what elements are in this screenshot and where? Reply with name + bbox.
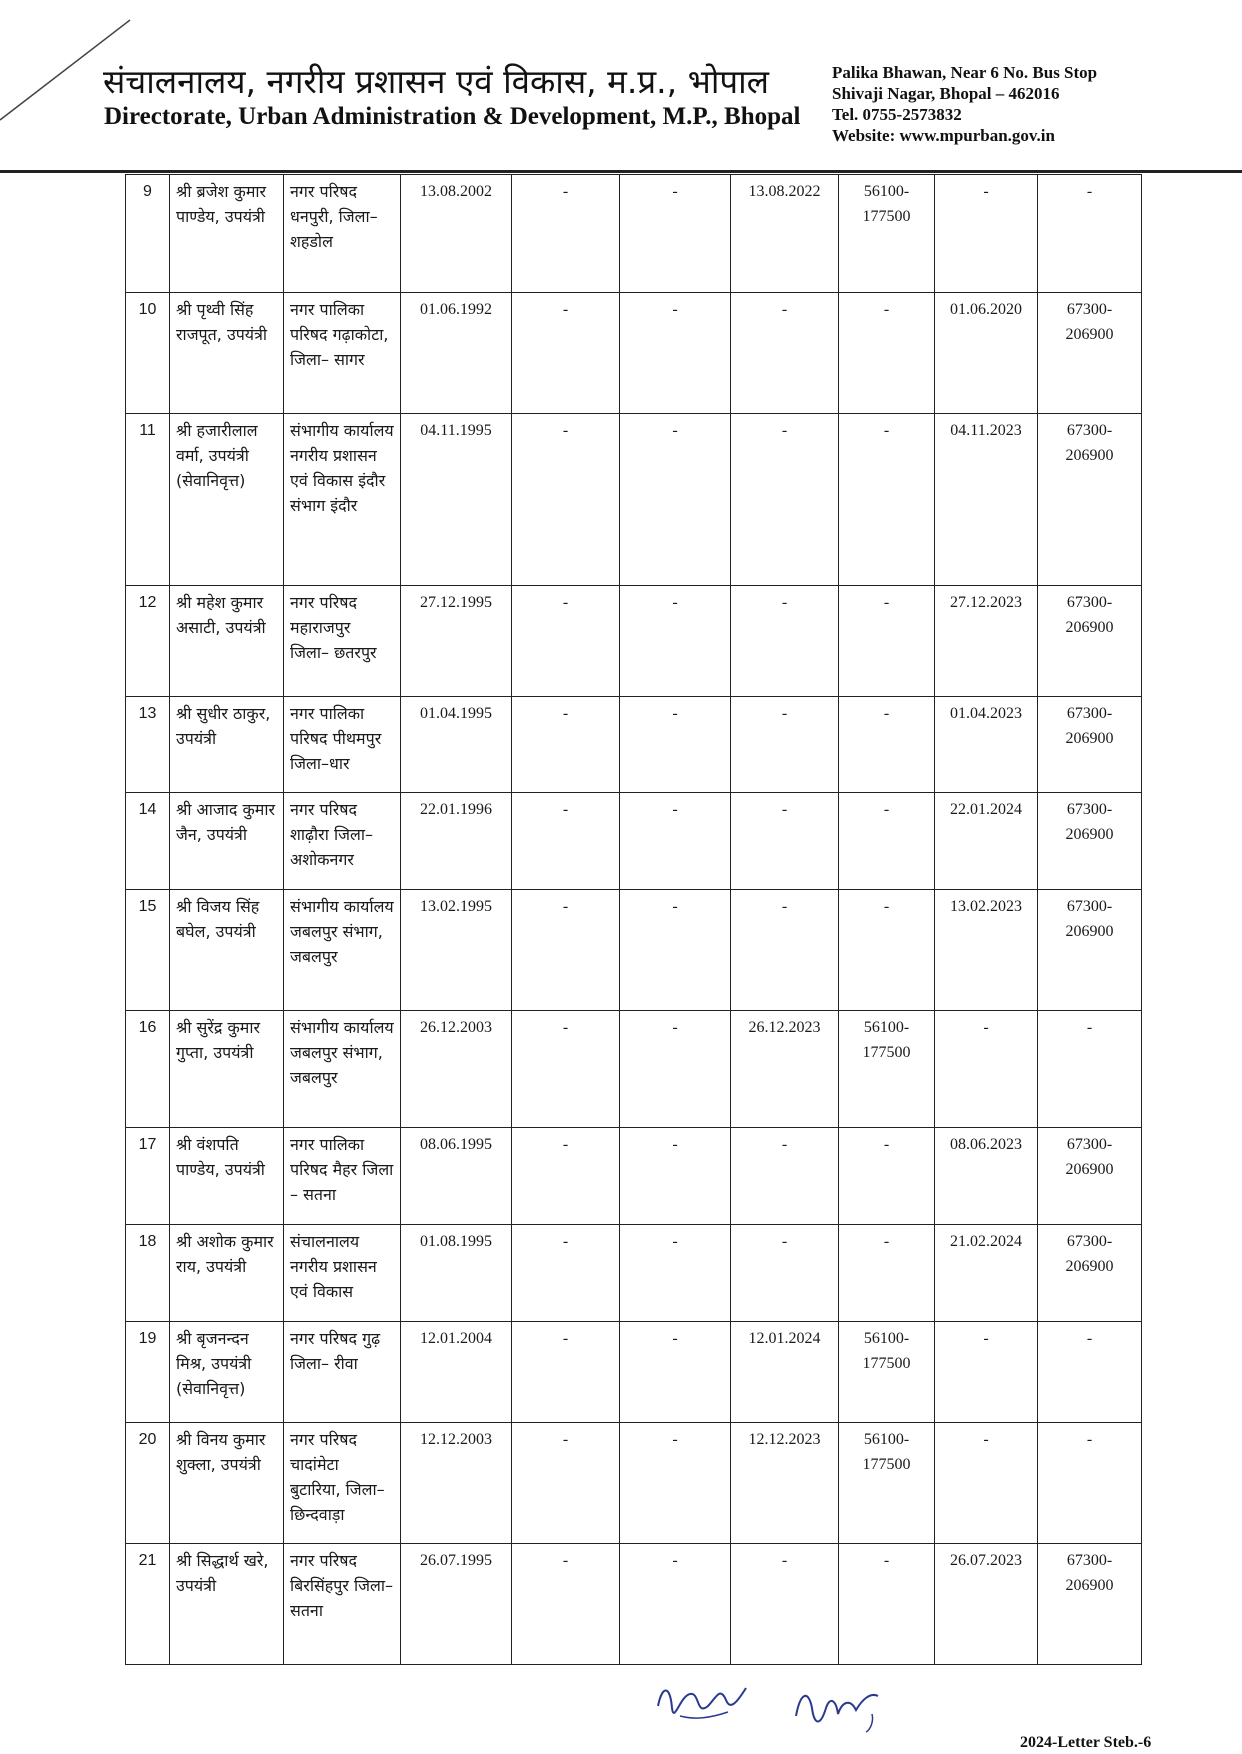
cell-col5: - [512,793,620,890]
cell-date-20yr: 13.08.2022 [731,175,839,293]
cell-col6: - [620,1423,731,1544]
cell-sno: 10 [126,293,170,414]
cell-sno: 15 [126,890,170,1011]
cell-date-30yr: - [935,1011,1038,1128]
cell-posting: नगर पालिका परिषद मैहर जिला – सतना [284,1128,401,1225]
cell-date-30yr: 13.02.2023 [935,890,1038,1011]
address-line-2: Shivaji Nagar, Bhopal – 462016 [832,84,1060,103]
table-row [126,793,1142,890]
cell-name: श्री अशोक कुमार राय, उपयंत्री [170,1225,284,1322]
cell-pay-scale-1: - [839,293,935,414]
table-row [126,1423,1142,1544]
cell-date-appointment: 26.07.1995 [401,1544,512,1665]
cell-col5: - [512,586,620,697]
staff-table-body [126,175,1142,1665]
table-row [126,1544,1142,1665]
header-title-english: Directorate, Urban Administration & Development, M.P., Bhopal [104,103,801,130]
cell-date-20yr: - [731,1225,839,1322]
cell-date-appointment: 26.12.2003 [401,1011,512,1128]
address-line-1: Palika Bhawan, Near 6 No. Bus Stop [832,63,1098,82]
cell-pay-scale-2: 67300-206900 [1038,1225,1142,1322]
cell-sno: 14 [126,793,170,890]
cell-pay-scale-1: - [839,890,935,1011]
cell-date-20yr: 12.01.2024 [731,1322,839,1423]
cell-col5: - [512,1544,620,1665]
cell-date-20yr: 12.12.2023 [731,1423,839,1544]
table-row [126,1322,1142,1423]
header-title-hindi: संचालनालय, नगरीय प्रशासन एवं विकास, म.प्र., भोपाल [103,62,770,101]
cell-col6: - [620,1128,731,1225]
cell-col5: - [512,1011,620,1128]
cell-sno: 12 [126,586,170,697]
cell-pay-scale-2: 67300-206900 [1038,697,1142,793]
telephone: Tel. 0755-2573832 [832,105,962,124]
letterhead [0,0,1242,180]
cell-date-20yr: - [731,293,839,414]
cell-pay-scale-2: 67300-206900 [1038,293,1142,414]
table-row [126,1128,1142,1225]
header-address-block [832,62,1097,146]
cell-col5: - [512,175,620,293]
cell-date-30yr: 01.04.2023 [935,697,1038,793]
cell-pay-scale-1: - [839,1128,935,1225]
cell-pay-scale-1: - [839,793,935,890]
staff-table [125,174,1142,1665]
cell-posting: संचालनालय नगरीय प्रशासन एवं विकास [284,1225,401,1322]
signature-1 [650,1676,760,1734]
cell-pay-scale-2: - [1038,1423,1142,1544]
cell-sno: 13 [126,697,170,793]
cell-sno: 17 [126,1128,170,1225]
cell-col6: - [620,1544,731,1665]
cell-col5: - [512,890,620,1011]
table-row [126,586,1142,697]
cell-date-20yr: - [731,586,839,697]
cell-date-appointment: 27.12.1995 [401,586,512,697]
signature-2 [786,1678,886,1738]
cell-pay-scale-2: - [1038,1011,1142,1128]
cell-name: श्री वंशपति पाण्डेय, उपयंत्री [170,1128,284,1225]
cell-name: श्री महेश कुमार असाटी, उपयंत्री [170,586,284,697]
cell-pay-scale-2: 67300-206900 [1038,586,1142,697]
cell-name: श्री पृथ्वी सिंह राजपूत, उपयंत्री [170,293,284,414]
cell-pay-scale-2: - [1038,1322,1142,1423]
cell-pay-scale-2: 67300-206900 [1038,1544,1142,1665]
cell-col6: - [620,1225,731,1322]
table-row [126,1225,1142,1322]
table-row [126,1011,1142,1128]
cell-date-30yr: 26.07.2023 [935,1544,1038,1665]
cell-date-20yr: 26.12.2023 [731,1011,839,1128]
table-row [126,293,1142,414]
cell-posting: नगर परिषद बिरसिंहपुर जिला– सतना [284,1544,401,1665]
cell-posting: नगर परिषद चादांमेटा बुटारिया, जिला– छिन्दवाड़ा [284,1423,401,1544]
cell-date-appointment: 08.06.1995 [401,1128,512,1225]
cell-posting: नगर परिषद गुढ़ जिला– रीवा [284,1322,401,1423]
table-row [126,175,1142,293]
cell-col6: - [620,414,731,586]
cell-date-30yr: 08.06.2023 [935,1128,1038,1225]
cell-pay-scale-1: - [839,1544,935,1665]
cell-name: श्री सुरेंद्र कुमार गुप्ता, उपयंत्री [170,1011,284,1128]
cell-col5: - [512,1423,620,1544]
cell-posting: संभागीय कार्यालय जबलपुर संभाग, जबलपुर [284,890,401,1011]
cell-name: श्री आजाद कुमार जैन, उपयंत्री [170,793,284,890]
cell-col5: - [512,293,620,414]
table-row [126,414,1142,586]
footer-reference: 2024-Letter Steb.-6 [1020,1734,1152,1751]
website: Website: www.mpurban.gov.in [832,126,1055,145]
cell-date-20yr: - [731,793,839,890]
cell-sno: 19 [126,1322,170,1423]
header-divider [0,170,1242,173]
cell-col6: - [620,697,731,793]
cell-posting: नगर पालिका परिषद गढ़ाकोटा, जिला– सागर [284,293,401,414]
cell-name: श्री ब्रजेश कुमार पाण्डेय, उपयंत्री [170,175,284,293]
table-row [126,697,1142,793]
cell-pay-scale-2: 67300-206900 [1038,890,1142,1011]
cell-pay-scale-2: 67300-206900 [1038,1128,1142,1225]
cell-col6: - [620,586,731,697]
cell-sno: 9 [126,175,170,293]
cell-date-appointment: 13.02.1995 [401,890,512,1011]
cell-sno: 16 [126,1011,170,1128]
cell-pay-scale-1: 56100-177500 [839,175,935,293]
cell-posting: संभागीय कार्यालय नगरीय प्रशासन एवं विकास इंदौर संभाग इंदौर [284,414,401,586]
cell-date-30yr: 01.06.2020 [935,293,1038,414]
cell-pay-scale-2: 67300-206900 [1038,793,1142,890]
cell-name: श्री विजय सिंह बघेल, उपयंत्री [170,890,284,1011]
cell-pay-scale-1: - [839,697,935,793]
cell-date-20yr: - [731,1544,839,1665]
cell-date-appointment: 12.12.2003 [401,1423,512,1544]
cell-col5: - [512,414,620,586]
cell-posting: नगर परिषद महाराजपुर जिला– छतरपुर [284,586,401,697]
cell-date-20yr: - [731,697,839,793]
cell-date-appointment: 12.01.2004 [401,1322,512,1423]
cell-date-20yr: - [731,890,839,1011]
cell-posting: नगर परिषद धनपुरी, जिला– शहडोल [284,175,401,293]
cell-date-30yr: 21.02.2024 [935,1225,1038,1322]
cell-date-30yr: - [935,1322,1038,1423]
cell-col6: - [620,175,731,293]
cell-col5: - [512,697,620,793]
cell-posting: नगर परिषद शाढ़ौरा जिला– अशोकनगर [284,793,401,890]
table-row [126,890,1142,1011]
cell-date-30yr: - [935,1423,1038,1544]
cell-date-appointment: 22.01.1996 [401,793,512,890]
cell-col6: - [620,1322,731,1423]
cell-pay-scale-1: 56100-177500 [839,1011,935,1128]
cell-col5: - [512,1128,620,1225]
cell-sno: 18 [126,1225,170,1322]
cell-sno: 20 [126,1423,170,1544]
cell-pay-scale-1: 56100-177500 [839,1423,935,1544]
cell-pay-scale-1: - [839,586,935,697]
cell-col5: - [512,1225,620,1322]
cell-date-20yr: - [731,1128,839,1225]
cell-pay-scale-2: - [1038,175,1142,293]
cell-date-30yr: 27.12.2023 [935,586,1038,697]
cell-pay-scale-1: - [839,1225,935,1322]
cell-col6: - [620,1011,731,1128]
cell-col6: - [620,890,731,1011]
cell-name: श्री सिद्धार्थ खरे, उपयंत्री [170,1544,284,1665]
cell-sno: 21 [126,1544,170,1665]
cell-name: श्री सुधीर ठाकुर, उपयंत्री [170,697,284,793]
cell-pay-scale-1: - [839,414,935,586]
cell-date-appointment: 04.11.1995 [401,414,512,586]
cell-date-20yr: - [731,414,839,586]
cell-col6: - [620,793,731,890]
cell-name: श्री हजारीलाल वर्मा, उपयंत्री (सेवानिवृत्त) [170,414,284,586]
cell-date-30yr: 04.11.2023 [935,414,1038,586]
cell-col6: - [620,293,731,414]
cell-pay-scale-2: 67300-206900 [1038,414,1142,586]
cell-sno: 11 [126,414,170,586]
cell-posting: संभागीय कार्यालय जबलपुर संभाग, जबलपुर [284,1011,401,1128]
cell-date-appointment: 01.08.1995 [401,1225,512,1322]
cell-date-appointment: 01.06.1992 [401,293,512,414]
cell-name: श्री विनय कुमार शुक्ला, उपयंत्री [170,1423,284,1544]
cell-name: श्री बृजनन्दन मिश्र, उपयंत्री (सेवानिवृत्त) [170,1322,284,1423]
cell-pay-scale-1: 56100-177500 [839,1322,935,1423]
cell-date-30yr: - [935,175,1038,293]
cell-date-appointment: 13.08.2002 [401,175,512,293]
cell-date-appointment: 01.04.1995 [401,697,512,793]
cell-posting: नगर पालिका परिषद पीथमपुर जिला–धार [284,697,401,793]
cell-date-30yr: 22.01.2024 [935,793,1038,890]
cell-col5: - [512,1322,620,1423]
